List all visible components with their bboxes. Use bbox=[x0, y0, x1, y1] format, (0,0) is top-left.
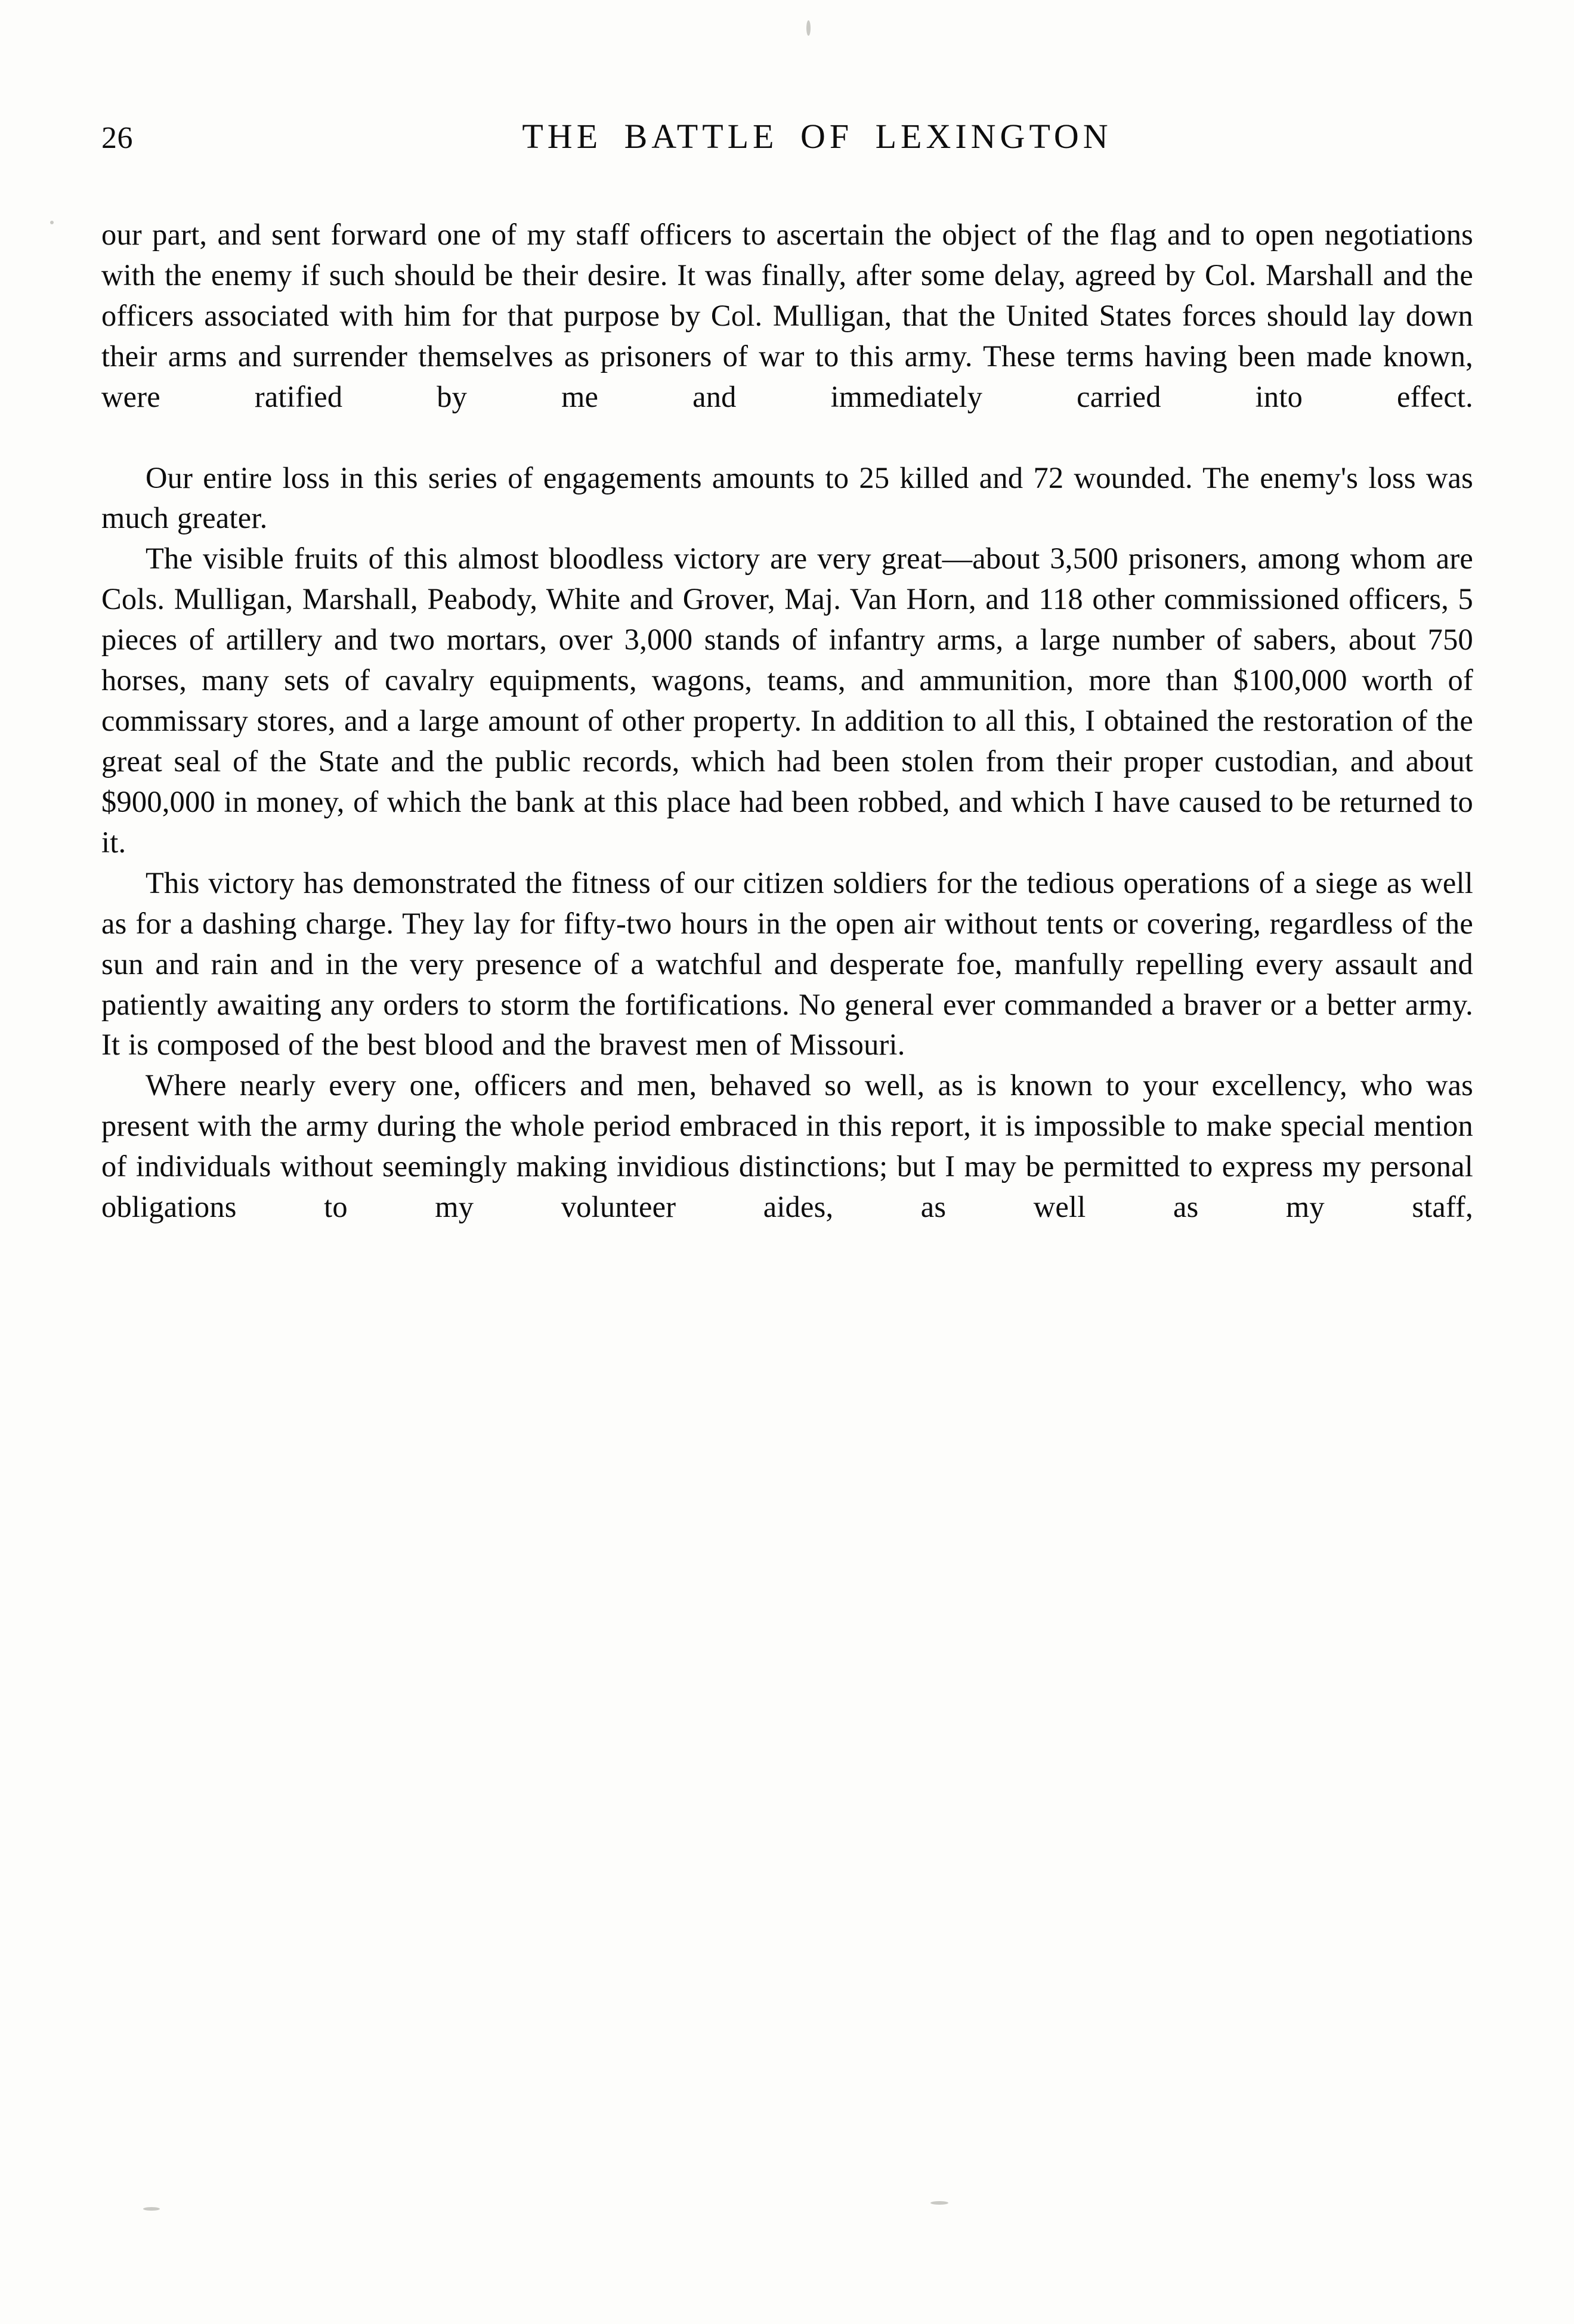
scan-speck bbox=[50, 221, 54, 224]
page-number: 26 bbox=[101, 121, 133, 155]
page-content bbox=[101, 119, 1473, 1268]
page-header bbox=[101, 119, 1473, 185]
paragraph: Our entire loss in this series of engagements amounts to 25 killed and 72 wounded. The enemy's loss was much greater. bbox=[101, 461, 1473, 535]
body-text bbox=[101, 215, 1473, 1268]
paragraph: The visible fruits of this almost bloodless victory are very great—about 3,500 prisoners, among whom are Cols. Mulligan, Marshall, Peabody, White and Grover, Maj. Van Horn, and 118 other commissioned officers, 5 pieces of artillery and two mortars, over 3,000 stands of infantry arms, a large number of sabers, about 750 horses, many sets of cavalry equipments, wagons, teams, and ammunition, more than $100,000 worth of commissary stores, and a large amount of other property. In addition to all this, I obtained the restoration of the great seal of the State and the public records, which had been stolen from their proper custodian, and about $900,000 in money, of which the bank at this place had been robbed, and which I have caused to be returned to it. bbox=[101, 542, 1473, 859]
scan-speck bbox=[806, 20, 811, 36]
scan-speck bbox=[143, 2207, 160, 2211]
paragraph: Where nearly every one, officers and men, behaved so well, as is known to your excellency, who was present with the army during the whole period embraced in this report, it is impossible to make special mention of individuals without seemingly making invidious distinctions; but I may be permitted to express my personal obligations to my volunteer aides, as well as my staff, bbox=[101, 1068, 1473, 1224]
scan-speck bbox=[930, 2201, 948, 2205]
running-head-title: THE BATTLE OF LEXINGTON bbox=[522, 117, 1112, 156]
paragraph: our part, and sent forward one of my staff officers to ascertain the object of the flag and to open negotiations with the enemy if such should be their desire. It was finally, after some delay, agreed by Col. Marshall and the officers associated with him for that purpose by Col. Mulligan, that the United States forces should lay down their arms and surrender themselves as prisoners of war to this army. These terms having been made known, were ratified by me and immediately carried into effect. bbox=[101, 218, 1473, 413]
paragraph: This victory has demonstrated the fitness of our citizen soldiers for the tedious operations of a siege as well as for a dashing charge. They lay for fifty-two hours in the open air without tents or covering, regardless of the sun and rain and in the very presence of a watchful and desperate foe, manfully repelling every assault and patiently awaiting any orders to storm the fortifications. No general ever commanded a braver or a better army. It is composed of the best blood and the bravest men of Missouri. bbox=[101, 866, 1473, 1062]
